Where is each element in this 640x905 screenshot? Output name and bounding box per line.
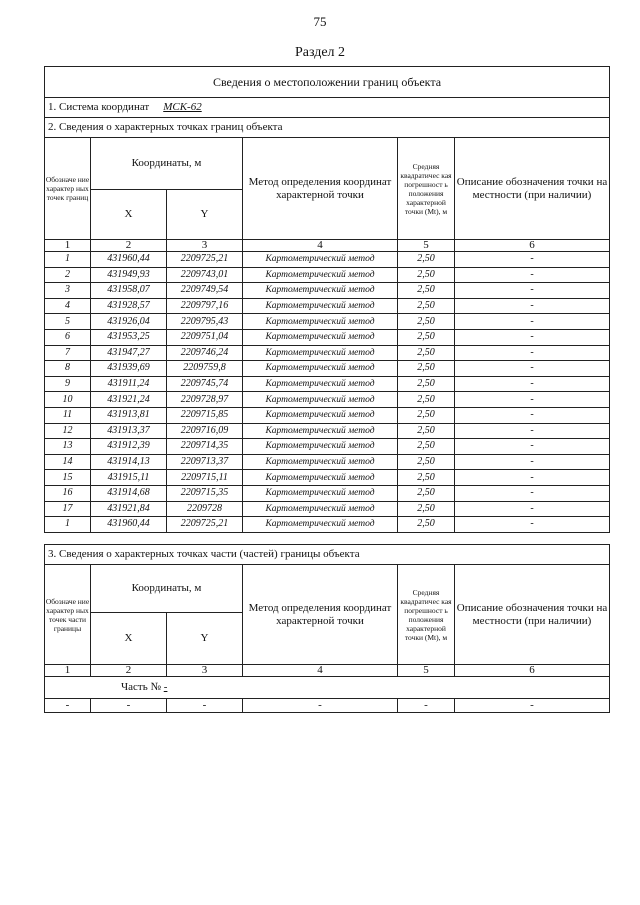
y-coord: 2209728,97: [167, 392, 243, 408]
description-cell: -: [455, 298, 610, 314]
table-title: Сведения о местоположении границ объекта: [45, 67, 610, 98]
method-cell: Картометрический метод: [243, 283, 398, 299]
part-label-row: [45, 677, 610, 699]
point-number: 4: [45, 298, 91, 314]
part3-title: 3. Сведения о характерных точках части (частей) границы объекта: [45, 545, 610, 565]
y-coord: 2209759,8: [167, 361, 243, 377]
part-cell: -: [45, 699, 91, 713]
x-coord: 431939,69: [91, 361, 167, 377]
col-number: 2: [91, 665, 167, 677]
point-number: 16: [45, 485, 91, 501]
method-cell: Картометрический метод: [243, 501, 398, 517]
method-cell: Картометрический метод: [243, 314, 398, 330]
x-coord: 431947,27: [91, 345, 167, 361]
point-number: 1: [45, 517, 91, 533]
part-data-row: [45, 699, 610, 713]
x-header: X: [91, 190, 167, 240]
point-number: 13: [45, 439, 91, 455]
description-cell: -: [455, 407, 610, 423]
table-row: [45, 392, 610, 408]
description-cell: -: [455, 470, 610, 486]
col-number: 5: [398, 665, 455, 677]
table-row: [45, 267, 610, 283]
table-row: [45, 407, 610, 423]
point-number: 5: [45, 314, 91, 330]
description-cell: -: [455, 454, 610, 470]
point-number: 10: [45, 392, 91, 408]
method-cell: Картометрический метод: [243, 439, 398, 455]
point-number: 7: [45, 345, 91, 361]
part2-title: 2. Сведения о характерных точках границ объекта: [45, 118, 610, 138]
col-number: 6: [455, 665, 610, 677]
description-header: Описание обозначения точки на местности (при наличии): [455, 565, 610, 665]
point-number: 1: [45, 252, 91, 268]
table-row: [45, 376, 610, 392]
mt-cell: 2,50: [398, 314, 455, 330]
y-coord: 2209795,43: [167, 314, 243, 330]
mt-cell: 2,50: [398, 407, 455, 423]
method-cell: Картометрический метод: [243, 485, 398, 501]
col-number: 5: [398, 240, 455, 252]
description-cell: -: [455, 517, 610, 533]
x-coord: 431960,44: [91, 517, 167, 533]
column-numbers-row: [45, 240, 610, 252]
mt-cell: 2,50: [398, 283, 455, 299]
x-coord: 431913,81: [91, 407, 167, 423]
table-row: [45, 439, 610, 455]
x-coord: 431911,24: [91, 376, 167, 392]
table-row: [45, 314, 610, 330]
x-coord: 431914,68: [91, 485, 167, 501]
col-number: 6: [455, 240, 610, 252]
points-body: [45, 252, 610, 533]
description-cell: -: [455, 392, 610, 408]
col-number: 1: [45, 240, 91, 252]
part-cell: -: [167, 699, 243, 713]
point-number: 8: [45, 361, 91, 377]
description-cell: -: [455, 345, 610, 361]
boundary-table: [44, 66, 610, 533]
col-number: 1: [45, 665, 91, 677]
method-cell: Картометрический метод: [243, 392, 398, 408]
part-cell: -: [243, 699, 398, 713]
x-coord: 431913,37: [91, 423, 167, 439]
point-number: 17: [45, 501, 91, 517]
mt-cell: 2,50: [398, 376, 455, 392]
col-number: 4: [243, 240, 398, 252]
description-cell: -: [455, 252, 610, 268]
method-cell: Картометрический метод: [243, 267, 398, 283]
y-coord: 2209714,35: [167, 439, 243, 455]
table-row: [45, 361, 610, 377]
x-coord: 431926,04: [91, 314, 167, 330]
y-coord: 2209713,37: [167, 454, 243, 470]
table-row: [45, 454, 610, 470]
mt-cell: 2,50: [398, 485, 455, 501]
point-number: 2: [45, 267, 91, 283]
mt-cell: 2,50: [398, 470, 455, 486]
method-cell: Картометрический метод: [243, 298, 398, 314]
part-label: Часть №: [121, 681, 161, 693]
description-cell: -: [455, 501, 610, 517]
page-number: 75: [313, 14, 327, 29]
description-cell: -: [455, 283, 610, 299]
col-number: 3: [167, 240, 243, 252]
section-title: Раздел 2: [294, 45, 346, 60]
table-row: [45, 283, 610, 299]
y-coord: 2209751,04: [167, 329, 243, 345]
point-number: 9: [45, 376, 91, 392]
y-header: Y: [167, 190, 243, 240]
coord-system-value: МСК-62: [163, 101, 202, 113]
point-number: 12: [45, 423, 91, 439]
coords-header: Координаты, м: [91, 565, 243, 613]
description-cell: -: [455, 314, 610, 330]
method-header: Метод определения координат характерной точки: [243, 138, 398, 240]
method-cell: Картометрический метод: [243, 470, 398, 486]
error-header: Средняя квадратичес кая погрешност ь положения характерной точки (Mt), м: [398, 138, 455, 240]
description-cell: -: [455, 439, 610, 455]
description-cell: -: [455, 329, 610, 345]
x-coord: 431960,44: [91, 252, 167, 268]
y-coord: 2209749,54: [167, 283, 243, 299]
method-cell: Картометрический метод: [243, 345, 398, 361]
table-row: [45, 252, 610, 268]
x-coord: 431912,39: [91, 439, 167, 455]
point-number: 3: [45, 283, 91, 299]
part-number: -: [163, 681, 168, 693]
method-header: Метод определения координат характерной точки: [243, 565, 398, 665]
y-coord: 2209715,35: [167, 485, 243, 501]
y-coord: 2209715,11: [167, 470, 243, 486]
mt-cell: 2,50: [398, 267, 455, 283]
x-coord: 431958,07: [91, 283, 167, 299]
col-number: 2: [91, 240, 167, 252]
table-row: [45, 329, 610, 345]
table-row: [45, 517, 610, 533]
mt-cell: 2,50: [398, 298, 455, 314]
method-cell: Картометрический метод: [243, 361, 398, 377]
part-cell: -: [455, 699, 610, 713]
table-row: [45, 470, 610, 486]
y-coord: 2209725,21: [167, 517, 243, 533]
column-numbers-row: [45, 665, 610, 677]
method-cell: Картометрический метод: [243, 423, 398, 439]
coord-system-label: 1. Система координат: [48, 101, 150, 113]
point-header: Обозначе ние характер ных точек части границы: [45, 565, 91, 665]
table-row: [45, 423, 610, 439]
mt-cell: 2,50: [398, 501, 455, 517]
col-number: 4: [243, 665, 398, 677]
mt-cell: 2,50: [398, 345, 455, 361]
y-coord: 2209728: [167, 501, 243, 517]
mt-cell: 2,50: [398, 517, 455, 533]
method-cell: Картометрический метод: [243, 329, 398, 345]
point-header: Обозначе ние характер ных точек границ: [45, 138, 91, 240]
y-coord: 2209716,09: [167, 423, 243, 439]
method-cell: Картометрический метод: [243, 517, 398, 533]
description-cell: -: [455, 267, 610, 283]
x-coord: 431921,24: [91, 392, 167, 408]
y-coord: 2209725,21: [167, 252, 243, 268]
table-row: [45, 298, 610, 314]
y-coord: 2209746,24: [167, 345, 243, 361]
description-cell: -: [455, 485, 610, 501]
y-header: Y: [167, 613, 243, 665]
coords-header: Координаты, м: [91, 138, 243, 190]
mt-cell: 2,50: [398, 252, 455, 268]
x-coord: 431915,11: [91, 470, 167, 486]
mt-cell: 2,50: [398, 329, 455, 345]
part-cell: -: [91, 699, 167, 713]
x-coord: 431914,13: [91, 454, 167, 470]
method-cell: Картометрический метод: [243, 407, 398, 423]
description-cell: -: [455, 376, 610, 392]
y-coord: 2209745,74: [167, 376, 243, 392]
part-boundary-table: [44, 544, 610, 713]
error-header: Средняя квадратичес кая погрешност ь положения характерной точки (Mt), м: [398, 565, 455, 665]
mt-cell: 2,50: [398, 361, 455, 377]
method-cell: Картометрический метод: [243, 252, 398, 268]
x-header: X: [91, 613, 167, 665]
point-number: 15: [45, 470, 91, 486]
mt-cell: 2,50: [398, 392, 455, 408]
method-cell: Картометрический метод: [243, 376, 398, 392]
table-row: [45, 485, 610, 501]
mt-cell: 2,50: [398, 423, 455, 439]
mt-cell: 2,50: [398, 454, 455, 470]
point-number: 11: [45, 407, 91, 423]
y-coord: 2209797,16: [167, 298, 243, 314]
point-number: 6: [45, 329, 91, 345]
y-coord: 2209743,01: [167, 267, 243, 283]
point-number: 14: [45, 454, 91, 470]
x-coord: 431953,25: [91, 329, 167, 345]
col-number: 3: [167, 665, 243, 677]
table-row: [45, 501, 610, 517]
part-cell: -: [398, 699, 455, 713]
x-coord: 431949,93: [91, 267, 167, 283]
x-coord: 431928,57: [91, 298, 167, 314]
y-coord: 2209715,85: [167, 407, 243, 423]
method-cell: Картометрический метод: [243, 454, 398, 470]
table-row: [45, 345, 610, 361]
mt-cell: 2,50: [398, 439, 455, 455]
coord-system-row: [45, 98, 610, 118]
x-coord: 431921,84: [91, 501, 167, 517]
description-header: Описание обозначения точки на местности (при наличии): [455, 138, 610, 240]
description-cell: -: [455, 361, 610, 377]
description-cell: -: [455, 423, 610, 439]
